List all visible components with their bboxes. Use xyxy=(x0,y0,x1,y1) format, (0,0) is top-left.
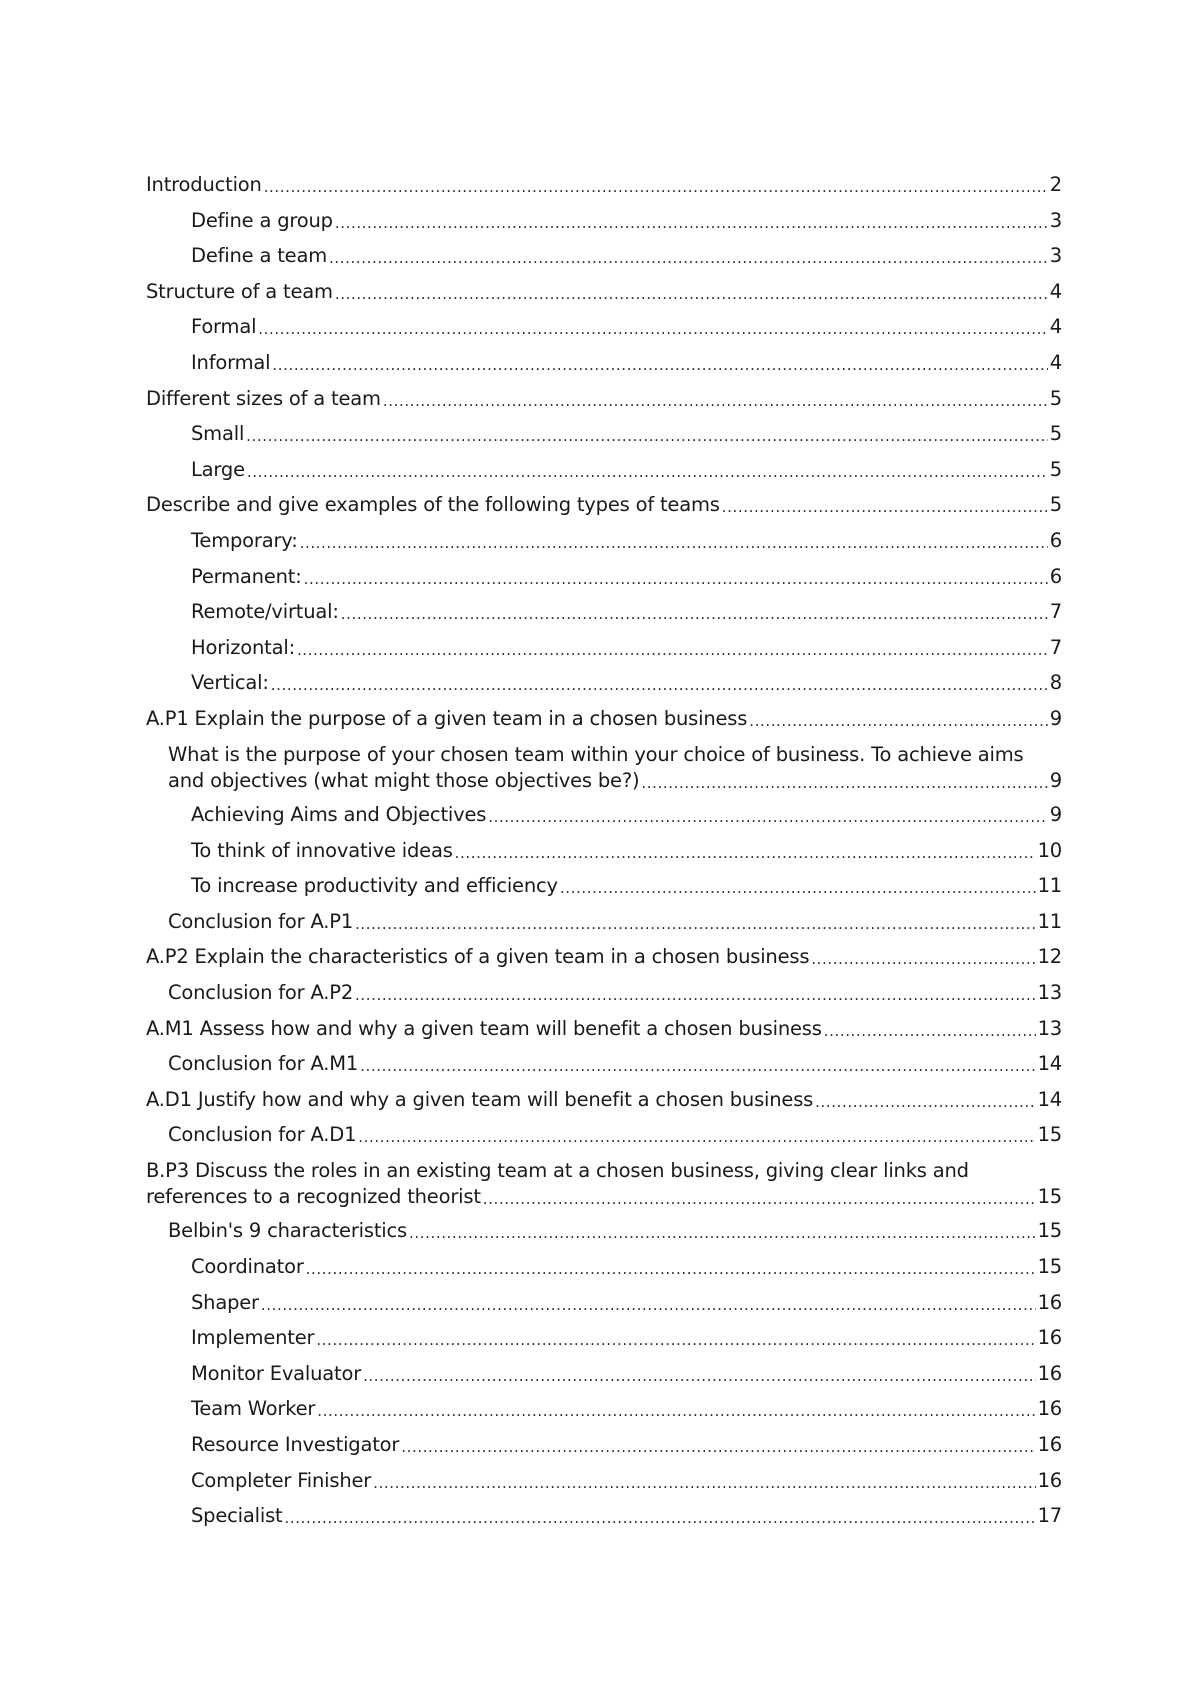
toc-entry-title: Define a group xyxy=(191,208,333,232)
dot-leader xyxy=(271,674,1048,696)
dot-leader xyxy=(300,532,1048,554)
dot-leader xyxy=(329,247,1048,269)
toc-entry-page-number: 7 xyxy=(1049,600,1062,624)
toc-entry-page-number: 2 xyxy=(1049,173,1062,196)
toc-entry-page-number: 8 xyxy=(1049,671,1062,695)
toc-entry-page-number: 9 xyxy=(1049,706,1062,730)
toc-entry[interactable] xyxy=(146,421,1062,447)
toc-entry-page-number: 5 xyxy=(1049,386,1062,410)
toc-entry[interactable] xyxy=(146,279,1062,305)
toc-entry-title: A.P2 Explain the characteristics of a given team in a chosen business xyxy=(146,945,810,969)
toc-entry-title: Vertical: xyxy=(191,671,269,695)
toc-entry-title: Remote/virtual: xyxy=(191,600,339,624)
toc-entry-title: Completer Finisher xyxy=(191,1468,372,1492)
toc-entry-title: Achieving Aims and Objectives xyxy=(191,803,487,826)
toc-entry-title-line1: What is the purpose of your chosen team within your choice of business. To achieve aims xyxy=(168,742,1024,766)
toc-entry-page-number: 5 xyxy=(1049,457,1062,481)
toc-entry-page-number: 4 xyxy=(1049,315,1062,339)
toc-entry-title: Informal xyxy=(191,350,271,374)
dot-leader xyxy=(341,603,1048,625)
toc-entry-title: Structure of a team xyxy=(146,279,333,303)
toc-entry-title: Different sizes of a team xyxy=(146,386,381,410)
toc-entry-title: Temporary: xyxy=(191,528,298,552)
toc-entry-page-number: 5 xyxy=(1049,493,1062,517)
dot-leader xyxy=(306,1258,1036,1280)
toc-entry-title: Coordinator xyxy=(191,1255,304,1279)
toc-entry[interactable] xyxy=(146,909,1062,935)
toc-entry-page-number: 16 xyxy=(1037,1397,1062,1421)
toc-entry-title: and objectives (what might those objectives be?) xyxy=(168,768,640,792)
toc-entry-page-number: 14 xyxy=(1037,1087,1062,1111)
dot-leader xyxy=(335,212,1048,234)
dot-leader xyxy=(304,568,1048,590)
toc-entry-page-number: 16 xyxy=(1037,1468,1062,1492)
dot-leader xyxy=(811,948,1035,970)
toc-entry[interactable] xyxy=(146,1468,1062,1494)
toc-entry-title: Conclusion for A.M1 xyxy=(168,1052,359,1076)
dot-leader xyxy=(409,1222,1036,1244)
toc-entry-title: To increase productivity and efficiency xyxy=(191,874,558,898)
toc-entry-title: Permanent: xyxy=(191,564,302,588)
dot-leader xyxy=(355,984,1036,1006)
toc-entry-page-number: 4 xyxy=(1049,350,1062,374)
toc-entry[interactable] xyxy=(146,314,1062,340)
toc-entry[interactable] xyxy=(146,944,1062,970)
toc-entry-line2 xyxy=(168,768,1062,794)
toc-entry[interactable] xyxy=(146,670,1062,696)
toc-entry[interactable] xyxy=(146,1218,1062,1244)
toc-entry[interactable] xyxy=(146,1158,1062,1210)
toc-entry-title: Team Worker xyxy=(191,1397,316,1421)
toc-entry[interactable] xyxy=(146,1432,1062,1458)
toc-entry-page-number: 17 xyxy=(1037,1504,1062,1528)
toc-entry-title: references to a recognized theorist xyxy=(146,1184,481,1208)
toc-entry-page-number: 4 xyxy=(1049,279,1062,303)
toc-entry[interactable] xyxy=(146,457,1062,483)
dot-leader xyxy=(488,806,1048,828)
dot-leader xyxy=(824,1020,1036,1042)
toc-entry[interactable] xyxy=(146,243,1062,269)
toc-entry-title: A.M1 Assess how and why a given team will benefit a chosen business xyxy=(146,1016,822,1040)
dot-leader xyxy=(272,354,1047,376)
toc-entry-page-number: 13 xyxy=(1037,980,1062,1004)
toc-entry-page-number: 13 xyxy=(1037,1016,1062,1040)
dot-leader xyxy=(297,639,1048,661)
toc-entry-page-number: 10 xyxy=(1037,838,1062,862)
toc-entry[interactable] xyxy=(146,1254,1062,1280)
dot-leader xyxy=(383,390,1048,412)
toc-entry-page-number: 15 xyxy=(1037,1123,1062,1147)
toc-entry-title: Conclusion for A.P1 xyxy=(168,909,354,933)
dot-leader xyxy=(258,318,1047,340)
toc-entry-page-number: 16 xyxy=(1037,1433,1062,1456)
toc-entry[interactable] xyxy=(146,706,1062,732)
toc-entry-page-number: 15 xyxy=(1037,1184,1062,1208)
toc-entry-page-number: 6 xyxy=(1049,528,1062,552)
toc-entry-page-number: 3 xyxy=(1049,244,1062,268)
toc-entry[interactable] xyxy=(146,1087,1062,1113)
toc-entry[interactable] xyxy=(146,802,1062,828)
dot-leader xyxy=(455,842,1036,864)
toc-entry[interactable] xyxy=(146,838,1062,864)
toc-entry-title: Define a team xyxy=(191,244,327,268)
dot-leader xyxy=(373,1472,1035,1494)
toc-entry-title: Conclusion for A.D1 xyxy=(168,1123,357,1147)
dot-leader xyxy=(317,1400,1035,1422)
toc-entry[interactable] xyxy=(146,492,1062,518)
toc-entry-title: Introduction xyxy=(146,173,262,196)
dot-leader xyxy=(358,1126,1035,1148)
toc-entry-title: A.D1 Justify how and why a given team will benefit a chosen business xyxy=(146,1087,814,1111)
toc-entry[interactable] xyxy=(146,980,1062,1006)
toc-entry-title: Implementer xyxy=(191,1326,315,1350)
toc-entry[interactable] xyxy=(146,1016,1062,1042)
toc-entry-title: Specialist xyxy=(191,1504,283,1528)
toc-entry-title: Large xyxy=(191,457,245,481)
dot-leader xyxy=(246,425,1048,447)
toc-entry[interactable] xyxy=(146,528,1062,554)
toc-entry-title: Small xyxy=(191,422,245,446)
toc-entry-page-number: 3 xyxy=(1049,208,1062,232)
dot-leader xyxy=(247,461,1048,483)
toc-entry-page-number: 16 xyxy=(1037,1290,1062,1314)
dot-leader xyxy=(360,1055,1035,1077)
toc-entry[interactable] xyxy=(146,1503,1062,1529)
dot-leader xyxy=(335,283,1048,305)
dot-leader xyxy=(316,1329,1035,1351)
dot-leader xyxy=(284,1507,1035,1529)
toc-entry-page-number: 9 xyxy=(1049,803,1062,826)
toc-entry[interactable] xyxy=(146,386,1062,412)
toc-entry-page-number: 6 xyxy=(1049,564,1062,588)
toc-entry-title: Resource Investigator xyxy=(191,1433,400,1456)
dot-leader xyxy=(363,1365,1036,1387)
dot-leader xyxy=(483,1188,1036,1210)
toc-entry-page-number: 11 xyxy=(1037,874,1062,898)
toc-entry-title: To think of innovative ideas xyxy=(191,838,453,862)
toc-entry[interactable] xyxy=(146,1122,1062,1148)
toc-entry-page-number: 12 xyxy=(1037,945,1062,969)
toc-entry-title: Describe and give examples of the following types of teams xyxy=(146,493,720,517)
toc-entry[interactable] xyxy=(146,873,1062,899)
toc-entry[interactable] xyxy=(146,1396,1062,1422)
dot-leader xyxy=(264,176,1048,198)
toc-entry-title: Formal xyxy=(191,315,257,339)
toc-entry[interactable] xyxy=(146,350,1062,376)
toc-entry-line2 xyxy=(146,1184,1062,1210)
toc-entry[interactable] xyxy=(146,1290,1062,1316)
toc-entry-page-number: 16 xyxy=(1037,1361,1062,1385)
dot-leader xyxy=(815,1091,1035,1113)
toc-entry-title: Belbin's 9 characteristics xyxy=(168,1219,407,1243)
dot-leader xyxy=(749,710,1048,732)
toc-entry[interactable] xyxy=(146,172,1062,198)
toc-entry-title: Horizontal: xyxy=(191,635,295,659)
toc-entry[interactable] xyxy=(146,635,1062,661)
toc-entry-page-number: 9 xyxy=(1049,768,1062,792)
dot-leader xyxy=(641,772,1047,794)
dot-leader xyxy=(261,1294,1036,1316)
toc-entry[interactable] xyxy=(146,564,1062,590)
toc-entry[interactable] xyxy=(146,742,1062,794)
toc-entry-page-number: 7 xyxy=(1049,635,1062,659)
toc-entry-title: Shaper xyxy=(191,1290,259,1314)
toc-entry[interactable] xyxy=(146,599,1062,625)
toc-entry-page-number: 14 xyxy=(1037,1052,1062,1076)
table-of-contents xyxy=(146,172,1062,1539)
toc-entry-title-line1: B.P3 Discuss the roles in an existing team at a chosen business, giving clear links and xyxy=(146,1158,969,1182)
toc-entry-title: Conclusion for A.P2 xyxy=(168,980,354,1004)
toc-entry-title: Monitor Evaluator xyxy=(191,1361,362,1385)
toc-entry-page-number: 11 xyxy=(1037,909,1062,933)
dot-leader xyxy=(401,1436,1035,1458)
toc-entry[interactable] xyxy=(146,208,1062,234)
dot-leader xyxy=(560,877,1036,899)
toc-entry-page-number: 15 xyxy=(1037,1255,1062,1279)
toc-entry[interactable] xyxy=(146,1361,1062,1387)
toc-entry-title: A.P1 Explain the purpose of a given team in a chosen business xyxy=(146,706,748,730)
toc-entry[interactable] xyxy=(146,1325,1062,1351)
toc-entry-page-number: 15 xyxy=(1037,1219,1062,1243)
toc-entry-page-number: 5 xyxy=(1049,422,1062,446)
dot-leader xyxy=(722,496,1048,518)
toc-entry-page-number: 16 xyxy=(1037,1326,1062,1350)
dot-leader xyxy=(355,913,1036,935)
toc-entry[interactable] xyxy=(146,1051,1062,1077)
